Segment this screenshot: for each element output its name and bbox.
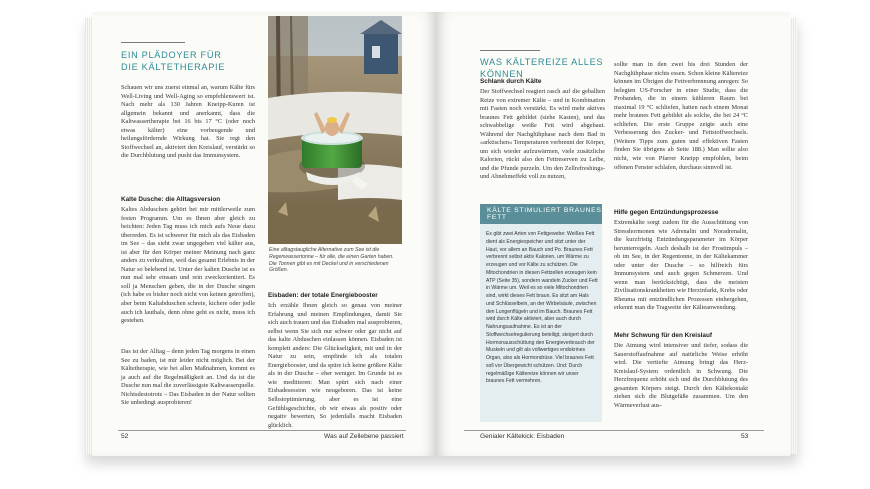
right-subheading-3: Mehr Schwung für den Kreislauf — [614, 332, 713, 339]
left-page — [92, 12, 436, 456]
info-box-text: Es gibt zwei Arten von Fettgewebe: Weißes Fett dient als Energiespeicher und sitzt unter der Haut, vor allem an Bauch und Po. Braunes Fett verbrennt selbst aktiv Kalorien, um Wärme zu erzeugen und vor Kälte zu schützen. Die Mitochondrien in diesen Fettzellen erzeugen kein ATP (Seite 35), sondern wandeln Zucker und Fett in Wärme um. Weil es so viele Mitochondrien sind, wirkt dieses Fett braun. Es sitzt am Hals und Schlüsselbein, an der Wirbelsäule, zwischen den Lungenflügeln und im Bauch. Braunes Fett wird durch Kälte aktiviert, aber auch durch Nahrungsaufnahme. Es ist an der Stoffwechselregulierung beteiligt, steigert durch Hormonausschüttung den Energieverbrauch der Muskeln und gilt als vollwertiges endokrines Organ, also als Hormondrüse. Viel braunes Fett soll vor Übergewicht schützen. Und: Durch regelmäßige Kältereize können wir unser braunes Fett vermehren. — [486, 231, 598, 385]
left-subheading-1: Kalte Dusche: die Alltagsversion — [121, 196, 221, 203]
right-col2-text-2: Extremkälte sorgt zudem für die Ausschüttung von Stresshormonen wie Adrenalin und Noradrenalin, die kurzfristig Entzündungsparameter im Körper herunterregeln. Auch deshalb ist der Frostimpuls – ob im See, in der Regentonne, in der Kältekammer oder unter der Dusche – so hilfreich fürs Immunsystem und auch gegen Schmerzen. Und wenn man berücksichtigt, dass die meisten Zivilisationskrankheiten wie Herzinfarkt, Krebs oder Rheuma mit entzündlichen Prozessen einhergehen, erkennt man die Tragweite der Kälteanwendung. — [614, 219, 748, 312]
right-col2-text-3: Die Atmung wird intensiver und tiefer, sodass die Sauerstoffaufnahme auf natürliche Weise erhöht wird. Die vertiefte Atmung bringt das Herz-Kreislauf-System ordentlich in Schwung. Die Herzfrequenz erhöht sich und die Durchblutung des gesamten Körpers steigt. Durch den Kältekontakt ziehen sich die Blutgefäße zusammen. Um den Wärmeverlust aus- — [614, 342, 748, 409]
left-running-title: Was auf Zellebene passiert — [324, 433, 404, 440]
info-box-braunes-fett — [480, 204, 602, 422]
right-col2-text-1: sollte man in den zwei bis drei Stunden der Nachglühphase nichts essen. Schon kleine Kältereize können im Übrigen die Fettverbrennung anregen: So belegten US-Forscher in einer Studie, dass die Probanden, die in einem kühleren Raum bei maximal 19 °C schliefen, hatten nach einem Monat mehr braunes Fett gebildet als solche, die bei 24 °C schliefen. Die erste Gruppe zeigte auch eine Verbesserung des Zucker- und Fettstoffwechsels. (Weitere Tipps zum guten und effektiven Fasten finden Sie übrigens ab Seite 188.) Man sollte also nicht, wie von Pfarrer Kneipp empfohlen, beim offenen Fenster schlafen, durchaus sinnvoll ist. — [614, 61, 748, 171]
left-text-2: Das ist der Alltag – denn jeden Tag morgens in einen See zu baden, ist mir leider nicht möglich. Bei der Kältetherapie, wie bei allen Maßnahmen, kommt es ja auch auf die Regelmäßigkeit an. Und da ist die Dusche nun mal die zuverlässigste Kaltwasserquelle. Nichtsdestotrotz – Das Eisbaden in der Natur sollten Sie unbedingt ausprobieren! — [121, 348, 255, 407]
left-heading: EIN PLÄDOYER FÜR DIE KÄLTETHERAPIE — [121, 50, 226, 72]
heading-rule-right — [480, 50, 540, 51]
left-text-1: Kaltes Abduschen gehört bei mir mittlerweile zum festen Programm. Um es Ihnen aber gleich zu beichten: Jeden Tag muss ich mich aufs Neue dazu überreden. Es ist schwerer für mich als das Eisbaden im See – das sieht zwar ungegeben viel kälter aus, ist aber für den Körper meiner Meinung nach ganz anders zu verkraften, weil das gesamt Erlebnis in der Natur so belebend ist. Unter der kalten Dusche ist es nun mal sehr einsam und rein zweckorientiert. Es soll ja Menschen geben, die in der Dusche singen (ich habe es bisher noch nicht von keinen getroffen), aber beim Kaltabduschen schreie, kichere oder jodle auch ich lauthals, denn ohne geht es nicht, muss ich gestehen. — [121, 206, 255, 325]
heading-rule — [121, 42, 185, 43]
left-page-number: 52 — [121, 433, 129, 440]
right-page-edge — [789, 18, 797, 454]
right-heading: WAS KÄLTEREIZE ALLES KÖNNEN — [480, 57, 604, 79]
footer-rule-right — [464, 430, 764, 431]
right-running-title: Genialer Kältekick: Eisbaden — [480, 433, 565, 440]
info-box-header — [480, 204, 602, 224]
right-page — [436, 12, 790, 456]
right-subheading-1: Schlank durch Kälte — [480, 78, 542, 85]
info-box-title: KÄLTE STIMULIERT BRAUNES FETT — [487, 207, 602, 221]
rain-barrel-photo-illustration — [268, 16, 402, 244]
photo-caption: Eine alltagstaugliche Alternative zum See ist die Regenwassertonne – für alle, die einen Garten haben. Die Tonnen gibt es mit Deckel und in verschiedenen Größen. — [269, 247, 394, 274]
rain-barrel-photo — [268, 16, 402, 244]
right-subheading-2: Hilfe gegen Entzündungsprozesse — [614, 209, 719, 216]
right-text-1: Der Stoffwechsel reagiert rasch auf die geballten Reize von extremer Kälte – und in Kombination mit Fasten noch verstärkt. Es wird mehr aktives braunes Fett gebildet (siehe Kasten), und das schwabbelige weiße Fett wird abgebaut. Während der Nachglühphase nach dem Bad in »arktischen« Temperaturen verbrennt der Körper, um sich wieder aufzuwärmen, viele zusätzliche Kalorien, rückt also den Fettreserven zu Leibe, und die Pfunde purzeln. Um den Zellrefreshings- und Abnehmeffekt voll zu nutzen, — [480, 88, 605, 181]
left-intro-text: Schauen wir uns zuerst einmal an, warum Kälte fürs Well-Living und Well-Aging so empfehlenswert ist. Nach mehr als 130 Jahren Kneipp-Kuren ist allgemein bekannt und anerkannt, dass die Kaltwassertherapie bei 16 bis 17 °C (oder noch etwas kälter) eine vorbeugende und heilungsfördernde Wirkung hat. Sie regt den Stoffwechsel an, aktiviert den Kreislauf, verstärkt so die Durchblutung und pusht das Immunsystem. — [121, 84, 255, 160]
left-subheading-2: Eisbaden: der totale Energiebooster — [268, 292, 378, 299]
right-page-number: 53 — [741, 433, 749, 440]
footer-rule — [118, 430, 406, 431]
left-text-3: Ich erzähle Ihnen gleich so genau von meiner Erfahrung und meinen Empfindungen, damit Sie sich auch trauen und das Eisbaden mal ausprobieren, selbst wenn Sie sich nur schwer oder gar nicht auf das kalte Abduschen einlassen können. Eisbaden ist komplett anders: Die Glückseligkeit, mit und in der Natur zu sein, empfinde ich als totalen Energiebooster, und da spüre ich keine größere Kälte als in der Dusche – eher weniger. Im Grunde ist es wie meditieren: Man spürt sich nach einer Eisbadesession wie neugeboren. Das ist keine Selbstoptimierung, aber es ist eine Gefühlsgeschichte, ob wir etwas als positiv oder negativ bewerten, So jedenfalls macht Eisbaden glücklich. — [268, 302, 402, 429]
